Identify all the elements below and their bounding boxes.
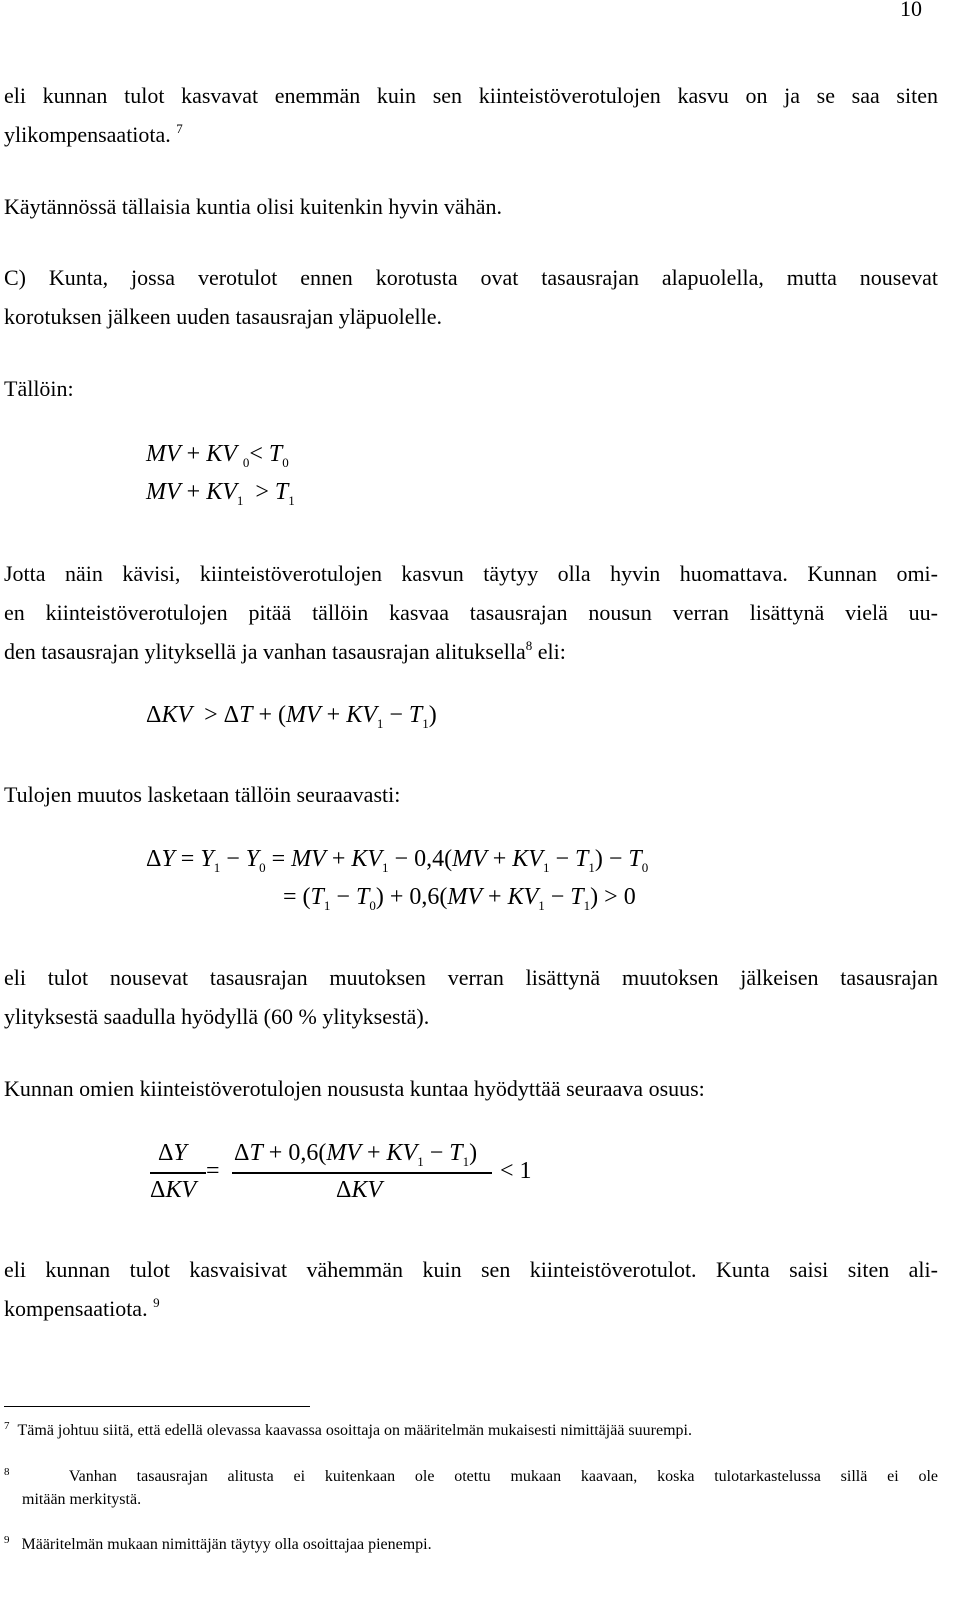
eq1-kv: KV [206, 441, 237, 467]
eq4-delta: Δ [336, 1177, 352, 1203]
eq2-sub: 1 [422, 716, 429, 731]
eq3-mv: MV [452, 846, 487, 872]
eq2-t: T [239, 702, 253, 728]
eq4-coef-06: 0,6( [288, 1140, 327, 1166]
paragraph-1-line-2 [4, 115, 183, 154]
footnote-8-number: 8 [4, 1466, 10, 1478]
footnote-9 [4, 1534, 432, 1557]
eq3-minus: − [336, 884, 350, 910]
eq3-plus: + [389, 884, 404, 910]
eq2-plus: + [258, 702, 272, 728]
eq2-close-paren: ) [428, 702, 437, 728]
eq3-zero: 0 [623, 884, 636, 910]
eq3-close-paren: ) [375, 884, 384, 910]
eq4-kv: KV [165, 1177, 197, 1203]
paragraph-5-line-3-text: den tasausrajan ylityksellä ja vanhan tasausrajan alituksella [4, 639, 526, 664]
paragraph-5-line-1: Jotta näin kävisi, kiinteistöverotulojen kasvun täytyy olla hyvin huomattava. Kunnan omi- [4, 561, 938, 586]
eq3-y: Y [245, 846, 260, 872]
eq3-sub: 1 [542, 860, 550, 875]
eq3-t: T [575, 846, 589, 872]
footnote-8-text-1: Vanhan tasausrajan alitusta ei kuitenkaan ole otettu mukaan kaavaan, koska tulotarkastelussa sillä ei ole [68, 1468, 939, 1485]
eq4-mv: MV [326, 1140, 361, 1166]
eq1-sub: 1 [288, 493, 295, 508]
eq3-sub: 1 [213, 860, 221, 875]
eq4-left-numerator [158, 1140, 187, 1167]
eq3-sub: 1 [538, 898, 545, 913]
paragraph-9-line-2-text: kompensaatiota. [4, 1296, 148, 1321]
eq4-delta: Δ [158, 1140, 174, 1166]
eq4-t: T [449, 1140, 463, 1166]
eq4-sub: 1 [462, 1154, 470, 1169]
page-number: 10 [900, 0, 922, 21]
eq2-kv: KV [161, 702, 193, 728]
eq3-t: T [628, 846, 642, 872]
eq4-equals: = [206, 1158, 220, 1184]
paragraph-2: Käytännössä tällaisia kuntia olisi kuitenkin hyvin vähän. [4, 194, 502, 219]
eq3-mv: MV [291, 846, 326, 872]
eq1-t: T [268, 441, 283, 467]
paragraph-9-line-1: eli kunnan tulot kasvaisivat vähemmän kuin sen kiinteistöverotulot. Kunta saisi siten ali- [4, 1257, 938, 1282]
paragraph-3-line-1: C) Kunta, jossa verotulot ennen korotusta ovat tasausrajan alapuolella, mutta nousevat [4, 265, 938, 290]
eq3-close-paren: ) [594, 846, 603, 872]
paragraph-1-line-2-text: ylikompensaatiota. [4, 122, 171, 147]
eq3-coef-04: 0,4( [414, 846, 453, 872]
footnote-7-text: Tämä johtuu siitä, että edellä olevassa kaavassa osoittaja on määritelmän mukaisesti nimittäjää suurempi. [17, 1422, 692, 1439]
footnote-7 [4, 1420, 692, 1443]
eq1-lt: < [249, 441, 263, 467]
eq3-kv: KV [351, 846, 383, 872]
eq3-sub: 0 [259, 860, 266, 875]
paragraph-7-line-1: eli tulot nousevat tasausrajan muutoksen verran lisättynä muutoksen jälkeisen tasausrajan [4, 965, 938, 990]
paragraph-3-line-2: korotuksen jälkeen uuden tasausrajan yläpuolelle. [4, 304, 443, 329]
equation-2 [146, 702, 437, 729]
eq3-sub: 1 [588, 860, 595, 875]
eq4-one: 1 [519, 1158, 532, 1184]
eq3-equals: = [283, 884, 297, 910]
eq3-coef-06: 0,6( [409, 884, 448, 910]
eq1-gt: > [255, 479, 269, 505]
eq2-mv: MV [286, 702, 321, 728]
footnote-7-number: 7 [4, 1420, 10, 1432]
eq1-sub: 1 [236, 493, 244, 508]
eq3-t: T [310, 884, 324, 910]
eq4-right-numerator [234, 1140, 477, 1167]
eq2-open-paren: ( [278, 702, 286, 728]
eq2-gt: > [204, 702, 218, 728]
equation-1-line-2 [146, 479, 295, 506]
eq3-equals: = [271, 846, 286, 872]
footnote-9-number: 9 [4, 1534, 10, 1546]
equation-3-line-2 [283, 884, 636, 911]
eq4-kv: KV [351, 1177, 383, 1203]
eq4-delta: Δ [234, 1140, 250, 1166]
footnote-8-line-2: mitään merkitystä. [22, 1491, 142, 1508]
eq3-sub: 1 [583, 898, 591, 913]
paragraph-5-line-3 [4, 632, 566, 671]
eq4-left-denominator [150, 1177, 196, 1204]
paragraph-7-line-2: ylityksestä saadulla hyödyllä (60 % ylityksestä). [4, 1004, 430, 1029]
eq1-plus: + [186, 479, 201, 505]
eq2-plus: + [326, 702, 341, 728]
eq3-delta: Δ [146, 846, 162, 872]
footnote-ref-7[interactable]: 7 [176, 121, 183, 136]
eq4-delta: Δ [150, 1177, 166, 1203]
eq1-mv: MV [146, 441, 181, 467]
eq3-kv: KV [512, 846, 543, 872]
eq3-y: Y [200, 846, 214, 872]
eq1-t: T [274, 479, 289, 505]
eq4-sub: 1 [417, 1154, 424, 1169]
eq1-sub: 0 [282, 455, 289, 470]
eq4-kv: KV [386, 1140, 418, 1166]
eq3-sub: 1 [323, 898, 331, 913]
paragraph-4: Tällöin: [4, 376, 74, 401]
eq1-plus: + [186, 441, 201, 467]
paragraph-8: Kunnan omien kiinteistöverotulojen noususta kuntaa hyödyttää seuraava osuus: [4, 1076, 705, 1101]
eq4-right-denominator [336, 1177, 382, 1204]
footnote-8-line-1 [4, 1466, 938, 1489]
eq4-t: T [249, 1140, 263, 1166]
eq4-minus: − [429, 1140, 444, 1166]
equation-3-line-1 [146, 846, 648, 873]
footnote-ref-8[interactable]: 8 [525, 638, 533, 653]
footnote-ref-9[interactable]: 9 [153, 1295, 160, 1310]
eq3-y: Y [161, 846, 175, 872]
eq2-minus: − [389, 702, 403, 728]
footnote-separator [4, 1406, 310, 1407]
eq3-plus: + [488, 884, 502, 910]
footnote-8 [4, 1466, 938, 1511]
paragraph-5-line-3-end: eli: [532, 639, 566, 664]
paragraph-5-line-2: en kiinteistöverotulojen pitää tällöin kasvaa tasausrajan nousun verran lisättynä vielä uu- [4, 600, 938, 625]
eq4-plus: + [268, 1140, 283, 1166]
eq3-open-paren: ( [302, 884, 311, 910]
eq4-close-paren: ) [469, 1140, 478, 1166]
eq4-less-than-one [500, 1158, 532, 1185]
eq3-kv: KV [507, 884, 539, 910]
eq1-mv: MV [146, 479, 181, 505]
eq3-plus: + [331, 846, 346, 872]
equation-1-line-1 [146, 441, 289, 468]
eq3-sub: 0 [641, 860, 649, 875]
eq2-delta: Δ [223, 702, 240, 728]
eq3-sub: 1 [382, 860, 389, 875]
eq3-minus: − [394, 846, 409, 872]
eq3-minus: − [226, 846, 240, 872]
eq4-right-fraction-line [232, 1172, 492, 1174]
paragraph-6: Tulojen muutos lasketaan tällöin seuraavasti: [4, 782, 401, 807]
eq3-gt: > [604, 884, 618, 910]
eq1-sub: 0 [242, 455, 250, 470]
eq3-t: T [355, 884, 370, 910]
eq3-minus: − [555, 846, 569, 872]
eq4-plus: + [367, 1140, 381, 1166]
eq3-close-paren: ) [590, 884, 599, 910]
eq3-t: T [570, 884, 584, 910]
eq2-sub: 1 [376, 716, 384, 731]
eq4-left-fraction-line [150, 1172, 206, 1174]
eq2-delta: Δ [146, 702, 162, 728]
eq3-plus: + [492, 846, 507, 872]
eq3-mv: MV [447, 884, 483, 910]
paragraph-1-line-1: eli kunnan tulot kasvavat enemmän kuin sen kiinteistöverotulojen kasvu on ja se saa siten [4, 83, 938, 108]
eq4-y: Y [173, 1140, 187, 1166]
eq2-t: T [408, 702, 423, 728]
eq3-minus: − [608, 846, 623, 872]
footnote-9-text: Määritelmän mukaan nimittäjän täytyy olla osoittajaa pienempi. [21, 1536, 432, 1553]
eq1-kv: KV [206, 479, 237, 505]
eq3-sub: 0 [369, 898, 376, 913]
eq2-kv: KV [346, 702, 377, 728]
paragraph-9-line-2 [4, 1289, 160, 1328]
eq3-equals: = [180, 846, 195, 872]
eq4-lt: < [500, 1158, 514, 1184]
eq3-minus: − [550, 884, 565, 910]
